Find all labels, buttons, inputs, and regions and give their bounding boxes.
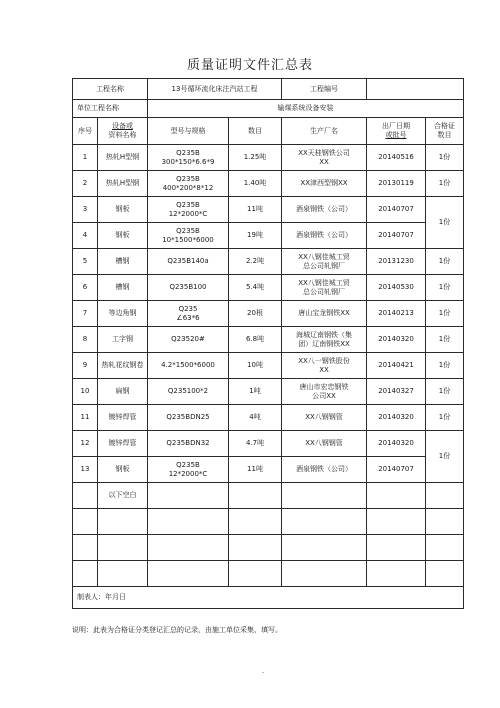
row-maker-line1: 酒泉钢铁（公司） [296, 465, 353, 473]
empty-cell [282, 509, 367, 535]
unit-project-value: 输煤系统设备安装 [148, 100, 464, 118]
row-spec-line2: ∠63*6 [176, 313, 200, 322]
empty-cell [73, 509, 98, 535]
row-seq: 2 [73, 171, 98, 197]
header-seq: 序号 [73, 118, 98, 145]
row-maker [282, 405, 367, 431]
row-spec-line1: Q23520# [171, 335, 205, 343]
row-spec-line2: 12*2000*C [168, 469, 208, 478]
row-cert: 1份 [426, 249, 464, 275]
row-maker-line1: 唐山市宏忠钢铁 [299, 382, 349, 391]
empty-cell [148, 561, 229, 587]
row-maker [282, 249, 367, 275]
row-maker-line1: XX八钢钢管 [305, 413, 343, 421]
row-qty: 6.8吨 [229, 327, 282, 353]
row-cert: 1份 [426, 171, 464, 197]
empty-cell [98, 561, 148, 587]
row-seq: 12 [73, 431, 98, 457]
empty-cell [229, 561, 282, 587]
table-row [73, 327, 464, 353]
row-spec [148, 431, 229, 457]
row-maker [282, 327, 367, 353]
row-seq: 8 [73, 327, 98, 353]
row-qty: 11吨 [229, 197, 282, 223]
header-date-line1: 出厂日期 [382, 122, 411, 130]
row-qty: 11吨 [229, 457, 282, 483]
unit-project-label: 单位工程名称 [73, 100, 148, 118]
row-spec-line1: Q235BDN32 [166, 439, 210, 447]
header-material [98, 118, 148, 145]
row-seq: 7 [73, 301, 98, 327]
row-spec-line1: Q235BDN25 [166, 413, 210, 421]
row-cert: 1份 [426, 405, 464, 431]
header-date [367, 118, 426, 145]
row-date: 20140707 [367, 197, 426, 223]
table-row [73, 223, 464, 249]
row-spec-line2: 300*150*6.6*9 [161, 157, 215, 166]
project-row [73, 79, 464, 100]
empty-cell [282, 561, 367, 587]
row-qty: 1.25吨 [229, 145, 282, 171]
row-qty: 4.7吨 [229, 431, 282, 457]
row-maker-line2: XX [319, 365, 329, 374]
header-qty: 数目 [229, 118, 282, 145]
row-spec-line1: Q235 [178, 304, 198, 313]
row-spec [148, 275, 229, 301]
header-material-line2: 资料名称 [108, 131, 137, 139]
row-spec-line1: Q235100*2 [167, 387, 209, 395]
empty-cell [229, 535, 282, 561]
row-name: 钢板 [98, 223, 148, 249]
row-cert: 1份 [426, 301, 464, 327]
row-name: 钢板 [98, 457, 148, 483]
row-seq: 13 [73, 457, 98, 483]
row-maker-line2: 公司XX [312, 391, 336, 400]
empty-cell [73, 535, 98, 561]
row-spec [148, 353, 229, 379]
row-maker [282, 301, 367, 327]
empty-cell [229, 509, 282, 535]
row-spec [148, 171, 229, 197]
row-date: 20140707 [367, 457, 426, 483]
header-cert-line1: 合格证 [434, 122, 456, 130]
row-maker-line2: 总公司轧钢厂 [303, 287, 346, 296]
row-maker-line1: 海城辽南钢铁（集 [296, 330, 353, 339]
row-seq: 9 [73, 353, 98, 379]
row-maker [282, 379, 367, 405]
row-qty: 20根 [229, 301, 282, 327]
empty-cell [73, 483, 98, 509]
row-cert-merged: 1份 [426, 431, 464, 483]
row-name: 槽钢 [98, 249, 148, 275]
row-name: 扁钢 [98, 379, 148, 405]
table-row [73, 431, 464, 457]
row-maker-line1: 唐山宝龙钢铁XX [298, 309, 350, 317]
row-qty: 4吨 [229, 405, 282, 431]
empty-cell [367, 483, 426, 509]
blank-note: 以下空白 [98, 483, 148, 509]
quality-cert-table [72, 78, 464, 609]
row-spec [148, 379, 229, 405]
table-row [73, 197, 464, 223]
table-row [73, 379, 464, 405]
row-seq: 5 [73, 249, 98, 275]
row-spec-line2: 12*2000*C [168, 209, 208, 218]
project-number-value [367, 79, 464, 100]
empty-cell [426, 509, 464, 535]
row-date: 20140320 [367, 431, 426, 457]
row-name: 槽钢 [98, 275, 148, 301]
empty-cell [367, 535, 426, 561]
row-name: 钢板 [98, 197, 148, 223]
row-maker-line1: 酒泉钢铁（公司） [296, 205, 353, 213]
empty-cell [367, 509, 426, 535]
row-spec-line1: Q235B [176, 174, 200, 183]
unit-project-row [73, 100, 464, 118]
footnote: 说明：此表为合格证分类登记汇总的记录，由施工单位采集、填写。 [72, 626, 282, 634]
row-maker-line1: 酒泉钢铁（公司） [296, 231, 353, 239]
table-row [73, 457, 464, 483]
row-cert-merged: 1份 [426, 197, 464, 249]
empty-cell [282, 535, 367, 561]
row-qty: 5.4吨 [229, 275, 282, 301]
row-maker-line1: XX八一钢铁股份 [298, 356, 350, 365]
row-cert: 1份 [426, 379, 464, 405]
table-row [73, 145, 464, 171]
row-date: 20140320 [367, 405, 426, 431]
row-spec [148, 301, 229, 327]
row-maker-line1: XX津西型钢XX [300, 179, 348, 187]
row-spec-line2: 10*1500*6000 [162, 235, 214, 244]
row-qty: 19吨 [229, 223, 282, 249]
row-cert: 1份 [426, 145, 464, 171]
row-qty: 10吨 [229, 353, 282, 379]
row-cert: 1份 [426, 353, 464, 379]
project-number-label: 工程编号 [282, 79, 367, 100]
row-name: 镀锌焊管 [98, 431, 148, 457]
table-row [73, 171, 464, 197]
row-spec-line1: Q235B [176, 226, 200, 235]
row-spec [148, 197, 229, 223]
row-seq: 3 [73, 197, 98, 223]
header-cert [426, 118, 464, 145]
row-maker [282, 171, 367, 197]
row-spec-line1: Q235B100 [169, 283, 207, 291]
row-spec [148, 457, 229, 483]
table-row [73, 249, 464, 275]
row-maker-line1: XX八钢佳城工贸 [298, 278, 350, 287]
row-spec [148, 145, 229, 171]
row-spec-line1: Q235B [176, 148, 200, 157]
row-maker-line1: XX天桂钢铁公司 [298, 148, 350, 157]
row-spec-line1: 4.2*1500*6000 [161, 361, 215, 369]
row-qty: 2.2吨 [229, 249, 282, 275]
empty-cell [229, 483, 282, 509]
row-maker-line2: 团）辽南钢铁XX [298, 339, 350, 348]
row-cert: 1份 [426, 275, 464, 301]
project-name-label: 工程名称 [73, 79, 148, 100]
preparer: 制表人：年月日 [73, 587, 464, 609]
page-title: 质量证明文件汇总表 [186, 58, 313, 73]
row-seq: 6 [73, 275, 98, 301]
row-cert: 1份 [426, 327, 464, 353]
table-row [73, 353, 464, 379]
empty-cell [73, 561, 98, 587]
header-spec: 型号与规格 [148, 118, 229, 145]
row-qty: 1吨 [229, 379, 282, 405]
row-seq: 4 [73, 223, 98, 249]
header-date-line2: 或批号 [385, 131, 407, 139]
header-row [73, 118, 464, 145]
empty-cell [282, 483, 367, 509]
row-name: 等边角钢 [98, 301, 148, 327]
empty-cell [426, 561, 464, 587]
header-cert-line2: 数目 [437, 131, 452, 139]
row-date: 20130119 [367, 171, 426, 197]
empty-cell [148, 509, 229, 535]
preparer-row [73, 587, 464, 609]
project-name-value: 13号循环流化床注汽站工程 [148, 79, 282, 100]
row-date: 20140327 [367, 379, 426, 405]
row-qty: 1.40吨 [229, 171, 282, 197]
empty-cell [148, 535, 229, 561]
row-maker [282, 457, 367, 483]
row-seq: 11 [73, 405, 98, 431]
empty-cell [148, 483, 229, 509]
row-spec-line2: 400*200*8*12 [162, 183, 214, 192]
table-row [73, 405, 464, 431]
row-spec-line1: Q235B140a [167, 257, 209, 265]
row-date: 20140707 [367, 223, 426, 249]
row-name: 热轧花纹钢卷 [98, 353, 148, 379]
row-date: 20140421 [367, 353, 426, 379]
row-seq: 1 [73, 145, 98, 171]
row-spec [148, 223, 229, 249]
header-maker: 生产厂名 [282, 118, 367, 145]
row-spec [148, 327, 229, 353]
row-spec-line1: Q235B [176, 200, 200, 209]
row-spec [148, 249, 229, 275]
row-date: 20140213 [367, 301, 426, 327]
row-date: 20131230 [367, 249, 426, 275]
row-maker [282, 275, 367, 301]
row-name: 镀锌焊管 [98, 405, 148, 431]
header-material-line1: 设备或 [112, 122, 133, 130]
row-maker [282, 223, 367, 249]
row-name: 热轧H型钢 [98, 171, 148, 197]
table-row [73, 301, 464, 327]
row-maker-line2: XX [319, 157, 329, 166]
row-name: 热轧H型钢 [98, 145, 148, 171]
table-row-blank [73, 561, 464, 587]
page-dot: . [262, 667, 265, 675]
empty-cell [367, 561, 426, 587]
row-maker [282, 145, 367, 171]
empty-cell [98, 509, 148, 535]
row-maker-line1: XX八钢钢管 [305, 439, 343, 447]
row-spec [148, 405, 229, 431]
row-maker [282, 353, 367, 379]
empty-cell [426, 535, 464, 561]
row-spec-line1: Q235B [176, 460, 200, 469]
row-name: 工字钢 [98, 327, 148, 353]
table-row [73, 275, 464, 301]
row-maker [282, 431, 367, 457]
empty-cell [426, 483, 464, 509]
table-row-blank [73, 483, 464, 509]
row-seq: 10 [73, 379, 98, 405]
row-maker-line2: 总公司轧钢厂 [303, 261, 346, 270]
row-maker-line1: XX八钢佳城工贸 [298, 252, 350, 261]
table-row-blank [73, 535, 464, 561]
row-maker [282, 197, 367, 223]
empty-cell [98, 535, 148, 561]
row-date: 20140320 [367, 327, 426, 353]
table-row-blank [73, 509, 464, 535]
row-date: 20140530 [367, 275, 426, 301]
row-date: 20140516 [367, 145, 426, 171]
